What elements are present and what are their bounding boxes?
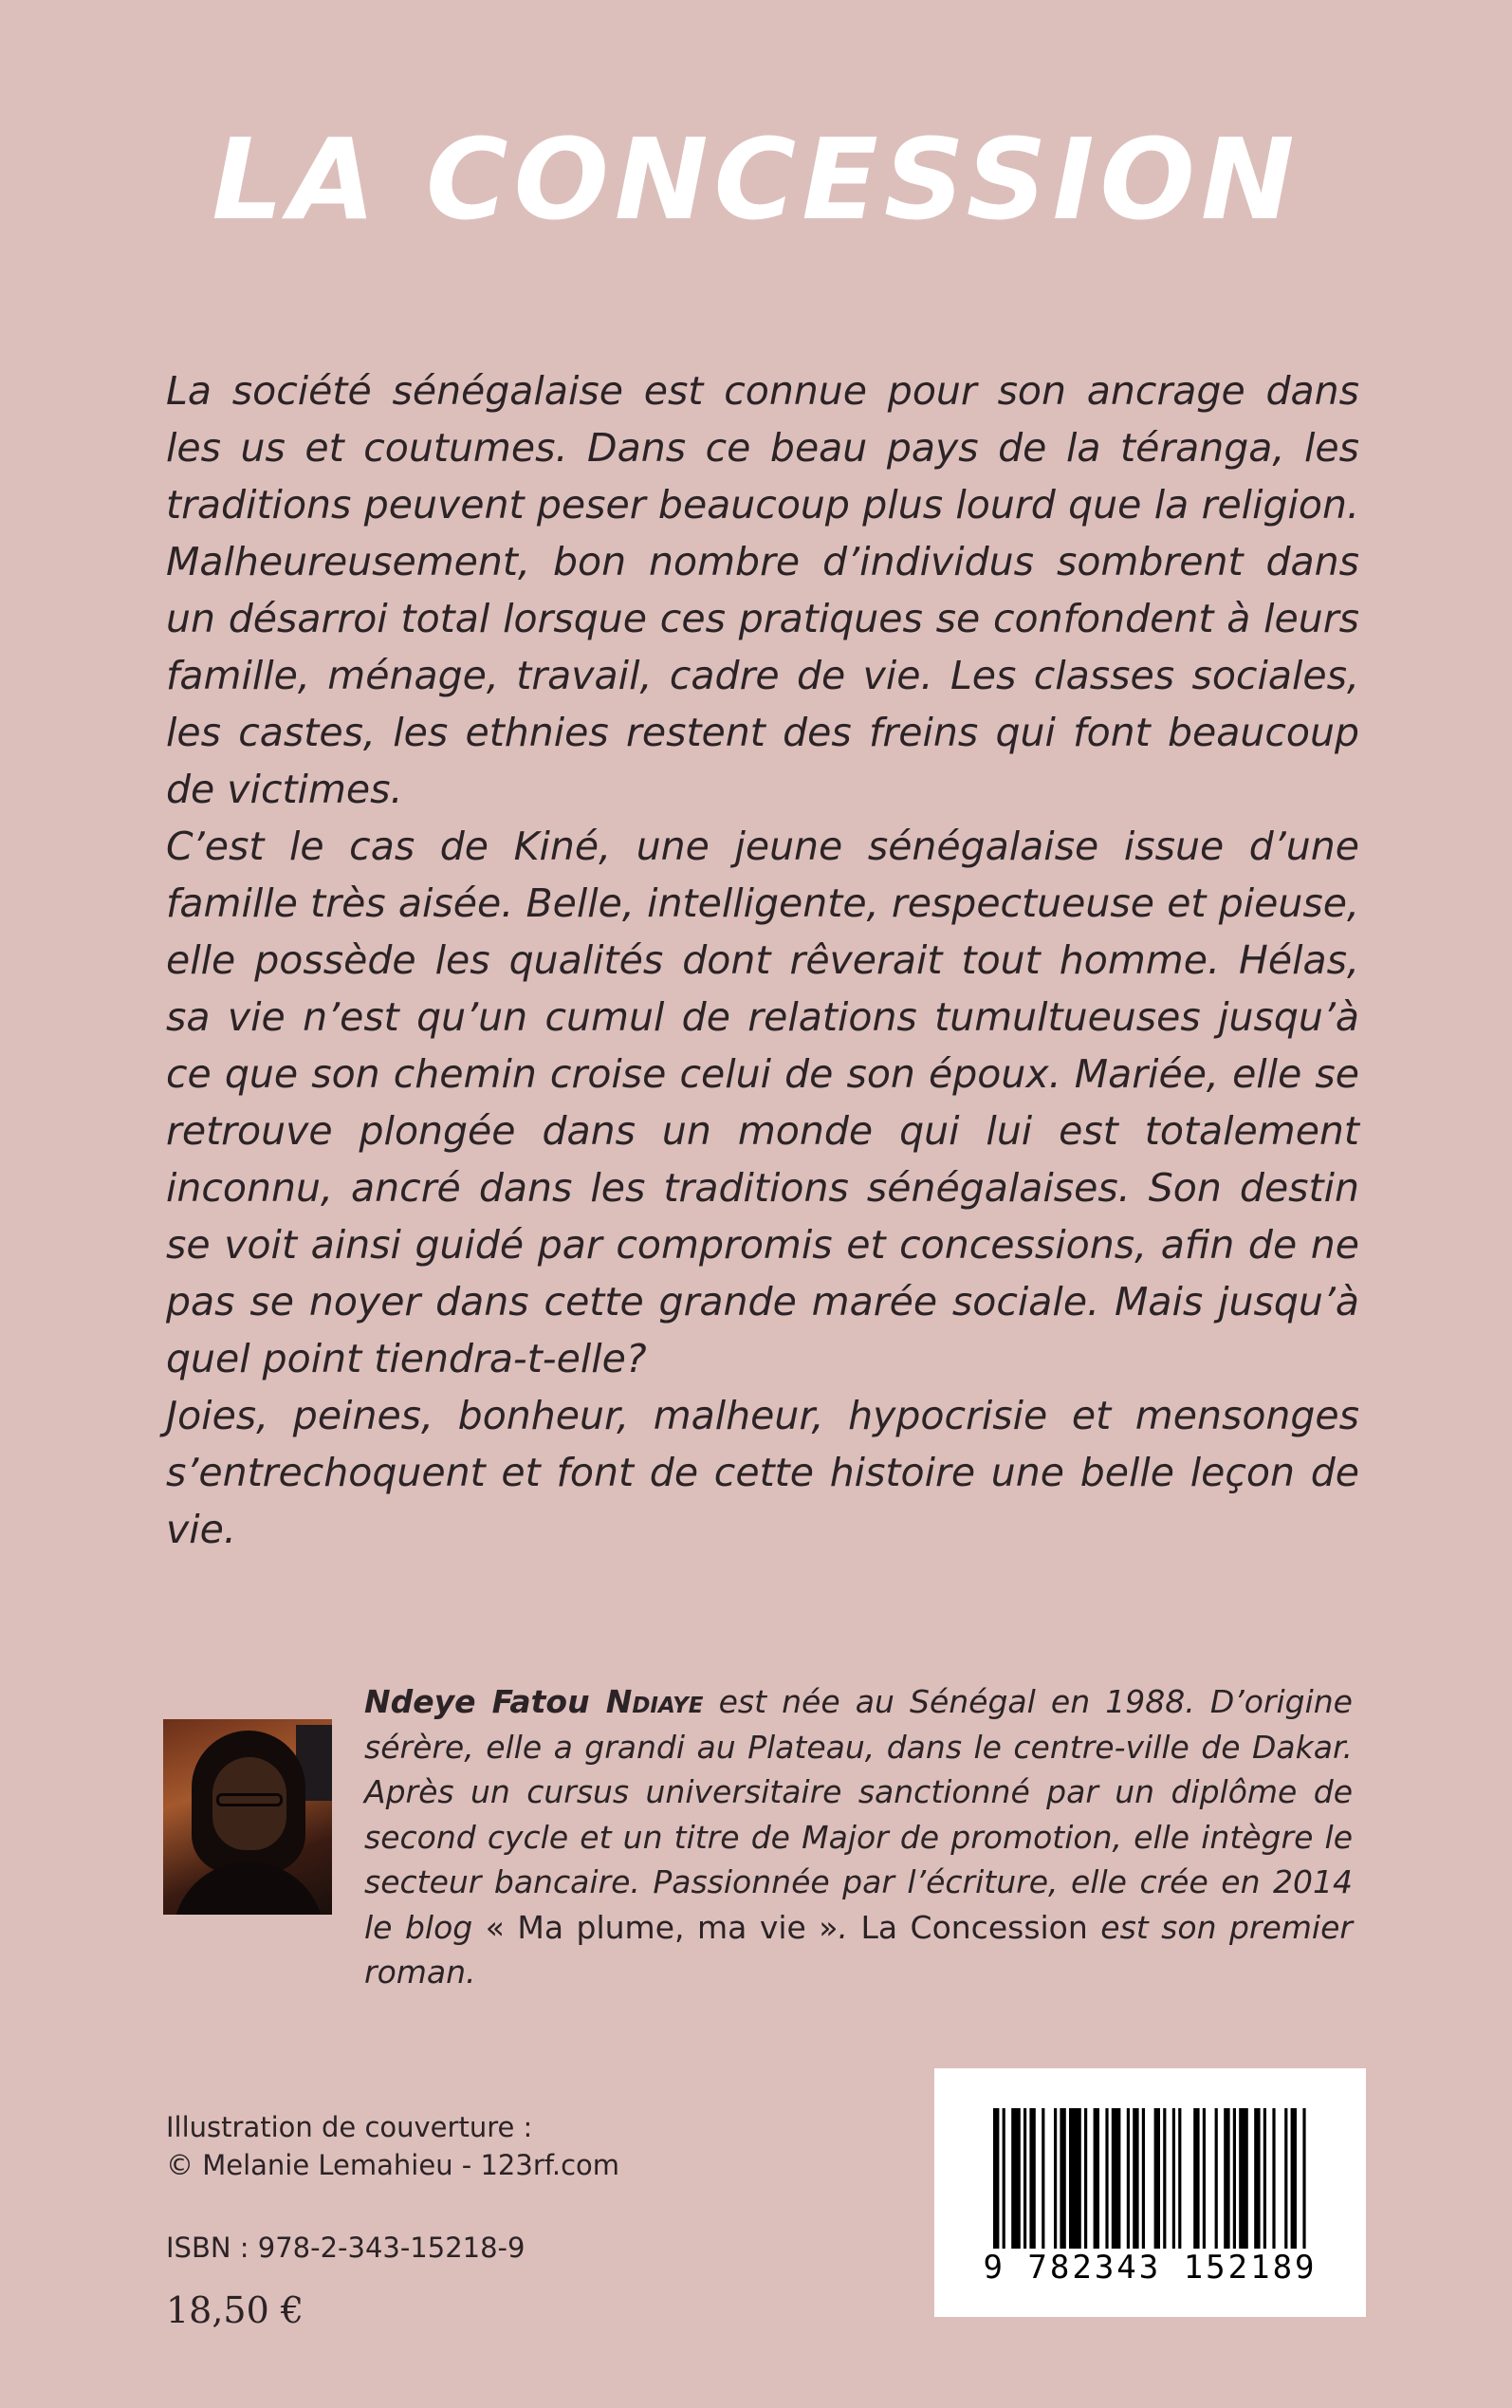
illustration-credit <box>166 2108 619 2184</box>
barcode-bar <box>1112 2108 1121 2249</box>
barcode-bar <box>1105 2108 1108 2249</box>
barcode-bar <box>1011 2108 1021 2249</box>
price: 18,50 € <box>166 2289 304 2331</box>
barcode-bar <box>1178 2108 1181 2249</box>
synopsis-paragraph-1: La société sénégalaise est connue pour son ancrage dans les us et coutumes. Dans ce beau pays de la téranga, les traditions peuvent peser beaucoup plus lourd que la religion. Malheureusement, bon nombre d’individus sombrent dans un désarroi total lorsque ces pratiques se confondent à leurs famille, ménage, travail, cadre de vie. Les classes sociales, les castes, les ethnies restent des freins qui font beaucoup de victimes. <box>166 368 1359 812</box>
credit-line-2: © Melanie Lemahieu - 123rf.com <box>166 2149 620 2181</box>
barcode-bar <box>1084 2108 1087 2249</box>
barcode-bar <box>1094 2108 1099 2249</box>
synopsis <box>166 362 1359 1558</box>
barcode-bar <box>1193 2108 1199 2249</box>
barcode-bar <box>993 2108 999 2249</box>
author-photo <box>163 1719 332 1915</box>
barcode-bar <box>1163 2108 1166 2249</box>
barcode-bar <box>1291 2108 1297 2249</box>
barcode-digits: 9 782343 152189 <box>983 2249 1318 2287</box>
author-bio <box>364 1679 1353 1995</box>
bio-part-3: est son premier roman. <box>364 1908 1353 1991</box>
bio-part-1: est née au Sénégal en 1988. D’origine sérère, elle a grandi au Plateau, dans le centre-ville de Dakar. Après un cursus universitaire sanctionné par un diplôme de second cycle et un titre de Major de promotion, elle intègre le secteur bancaire. Passionnée par l’écriture, elle crée en 2014 le blog <box>364 1683 1353 1946</box>
barcode-bars <box>993 2108 1308 2249</box>
barcode-bar <box>1254 2108 1260 2249</box>
credit-line-1: Illustration de couverture : <box>166 2111 533 2143</box>
barcode-bar <box>1272 2108 1275 2249</box>
blog-name: « Ma plume, ma vie » <box>485 1908 839 1946</box>
barcode-bar <box>1154 2108 1160 2249</box>
bio-book-title: La Concession <box>860 1908 1088 1946</box>
synopsis-paragraph-3: Joies, peines, bonheur, malheur, hypocrisie et mensonges s’entrechoquent et font de cette histoire une belle leçon de vie. <box>166 1393 1359 1552</box>
barcode-bar <box>1133 2108 1138 2249</box>
barcode-bar <box>1284 2108 1287 2249</box>
barcode-bar <box>1142 2108 1145 2249</box>
bio-part-2: . <box>838 1908 861 1946</box>
author-surname: Ndiaye <box>605 1683 704 1720</box>
barcode-bar <box>1069 2108 1081 2249</box>
photo-shoulders <box>173 1862 324 1915</box>
isbn: ISBN : 978-2-343-15218-9 <box>166 2232 526 2264</box>
barcode-bar <box>1003 2108 1005 2249</box>
barcode-bar <box>1224 2108 1229 2249</box>
photo-glasses <box>216 1793 283 1806</box>
barcode-bar <box>1054 2108 1057 2249</box>
synopsis-paragraph-2: C’est le cas de Kiné, une jeune sénégalaise issue d’une famille très aisée. Belle, intelligente, respectueuse et pieuse, elle possède les qualités dont rêverait tout homme. Hélas, sa vie n’est qu’un cumul de relations tumultueuses jusqu’à ce que son chemin croise celui de son époux. Mariée, elle se retrouve plongée dans un monde qui lui est totalement inconnu, ancré dans les traditions sénégalaises. Son destin se voit ainsi guidé par compromis et concessions, afin de ne pas se noyer dans cette grande marée sociale. Mais jusqu’à quel point tiendra-t-elle? <box>166 824 1359 1381</box>
book-title: LA CONCESSION <box>212 114 1300 245</box>
barcode-bar <box>1023 2108 1026 2249</box>
author-bio-text <box>364 1679 1353 1995</box>
barcode-bar <box>1215 2108 1218 2249</box>
barcode-bar <box>1029 2108 1035 2249</box>
barcode-bar <box>1263 2108 1266 2249</box>
barcode-bar <box>1060 2108 1065 2249</box>
barcode-bar <box>1172 2108 1175 2249</box>
barcode-bar <box>1127 2108 1130 2249</box>
barcode-bar <box>1302 2108 1305 2249</box>
barcode <box>934 2068 1366 2317</box>
barcode-bar <box>1042 2108 1044 2249</box>
barcode-bar <box>1203 2108 1206 2249</box>
barcode-bar <box>1233 2108 1236 2249</box>
author-first-names: Ndeye Fatou <box>364 1683 590 1720</box>
barcode-bar <box>1239 2108 1248 2249</box>
